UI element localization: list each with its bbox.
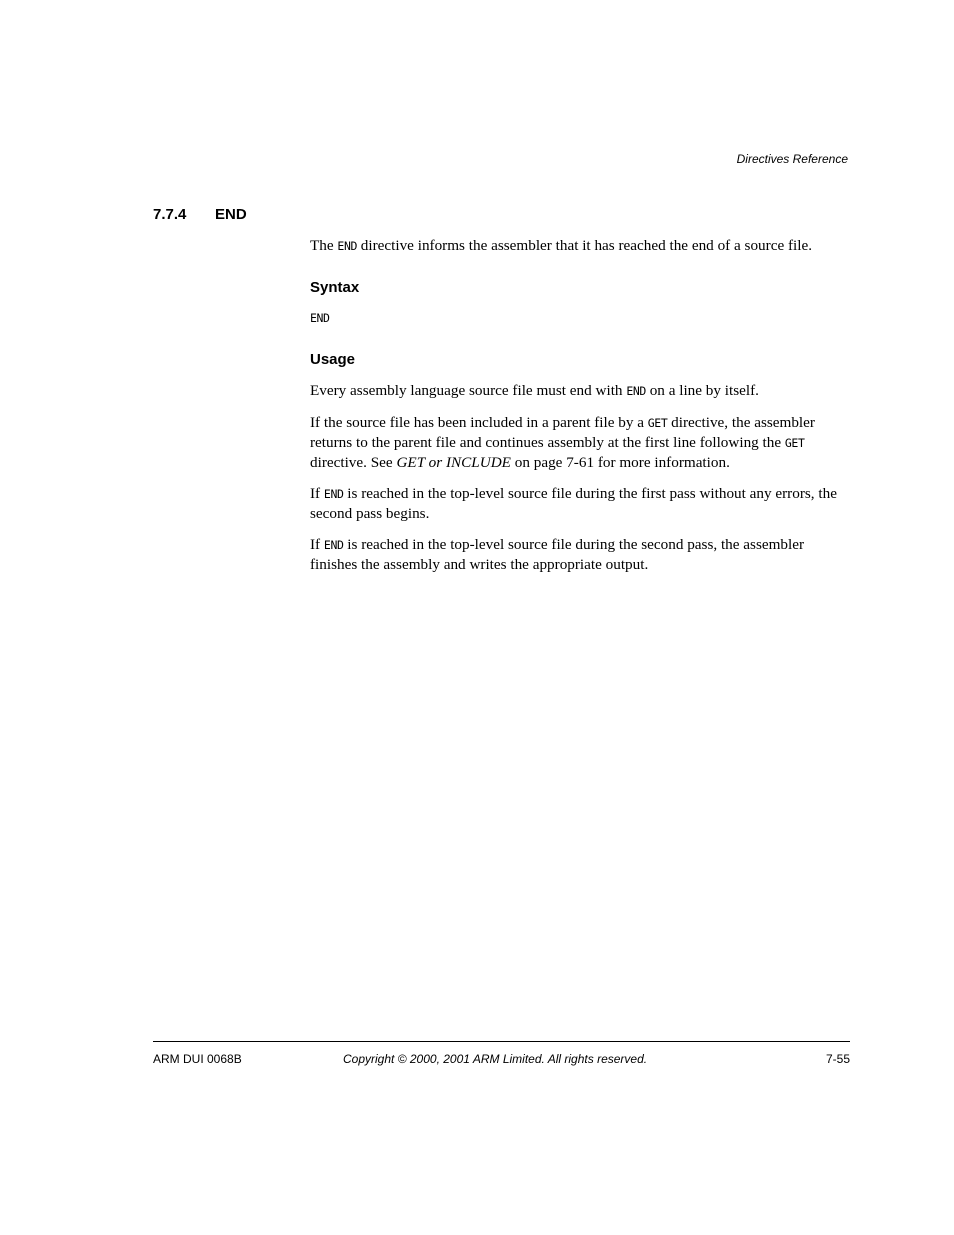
syntax-heading: Syntax	[310, 279, 360, 296]
usage-p2-text-mid: directive, the assembler returns to the parent file and continues assembly at the first line following the	[310, 414, 815, 451]
usage-paragraph-1	[310, 381, 855, 401]
usage-p4-text-pre: If	[310, 536, 324, 553]
xref-or: or	[424, 454, 446, 471]
usage-p4-text-post: is reached in the top-level source file during the second pass, the assembler finishes the assembly and writes the appropriate output.	[310, 536, 805, 573]
xref-get: GET	[396, 454, 425, 471]
usage-p1-text-post: on a line by itself.	[645, 382, 759, 399]
cross-reference-link[interactable]	[396, 454, 511, 471]
inline-code: GET	[784, 436, 805, 450]
usage-p2-text-pre: If the source file has been included in a parent file by a	[310, 414, 648, 431]
footer-divider	[153, 1041, 850, 1042]
intro-text-post: directive informs the assembler that it has reached the end of a source file.	[357, 237, 813, 254]
usage-heading: Usage	[310, 351, 356, 368]
xref-include: INCLUDE	[445, 454, 511, 471]
document-id: ARM DUI 0068B	[153, 1052, 242, 1066]
page-number: 7-55	[825, 1052, 850, 1066]
usage-p1-text-pre: Every assembly language source file must end with	[310, 382, 627, 399]
section-body	[310, 236, 855, 586]
usage-paragraph-2	[310, 413, 855, 472]
section-title: END	[215, 206, 247, 223]
inline-code: END	[323, 538, 344, 552]
usage-paragraph-4	[310, 535, 855, 574]
usage-paragraph-3	[310, 484, 855, 523]
inline-code: END	[337, 239, 357, 253]
usage-p3-text-post: is reached in the top-level source file during the first pass without any errors, the second pass begins.	[310, 485, 837, 522]
section-heading	[153, 206, 247, 223]
inline-code: END	[626, 384, 646, 398]
intro-paragraph	[310, 236, 855, 256]
intro-text-pre: The	[310, 237, 338, 254]
usage-p2-text-mid2: directive. See	[310, 454, 397, 471]
inline-code: GET	[647, 416, 668, 430]
running-header: Directives Reference	[736, 152, 848, 166]
inline-code: END	[323, 487, 344, 501]
copyright-notice: Copyright © 2000, 2001 ARM Limited. All rights reserved.	[343, 1052, 648, 1066]
usage-p2-text-post: on page 7-61 for more information.	[510, 454, 730, 471]
syntax-code: END	[310, 311, 330, 325]
section-number: 7.7.4	[153, 206, 187, 223]
usage-p3-text-pre: If	[310, 485, 324, 502]
